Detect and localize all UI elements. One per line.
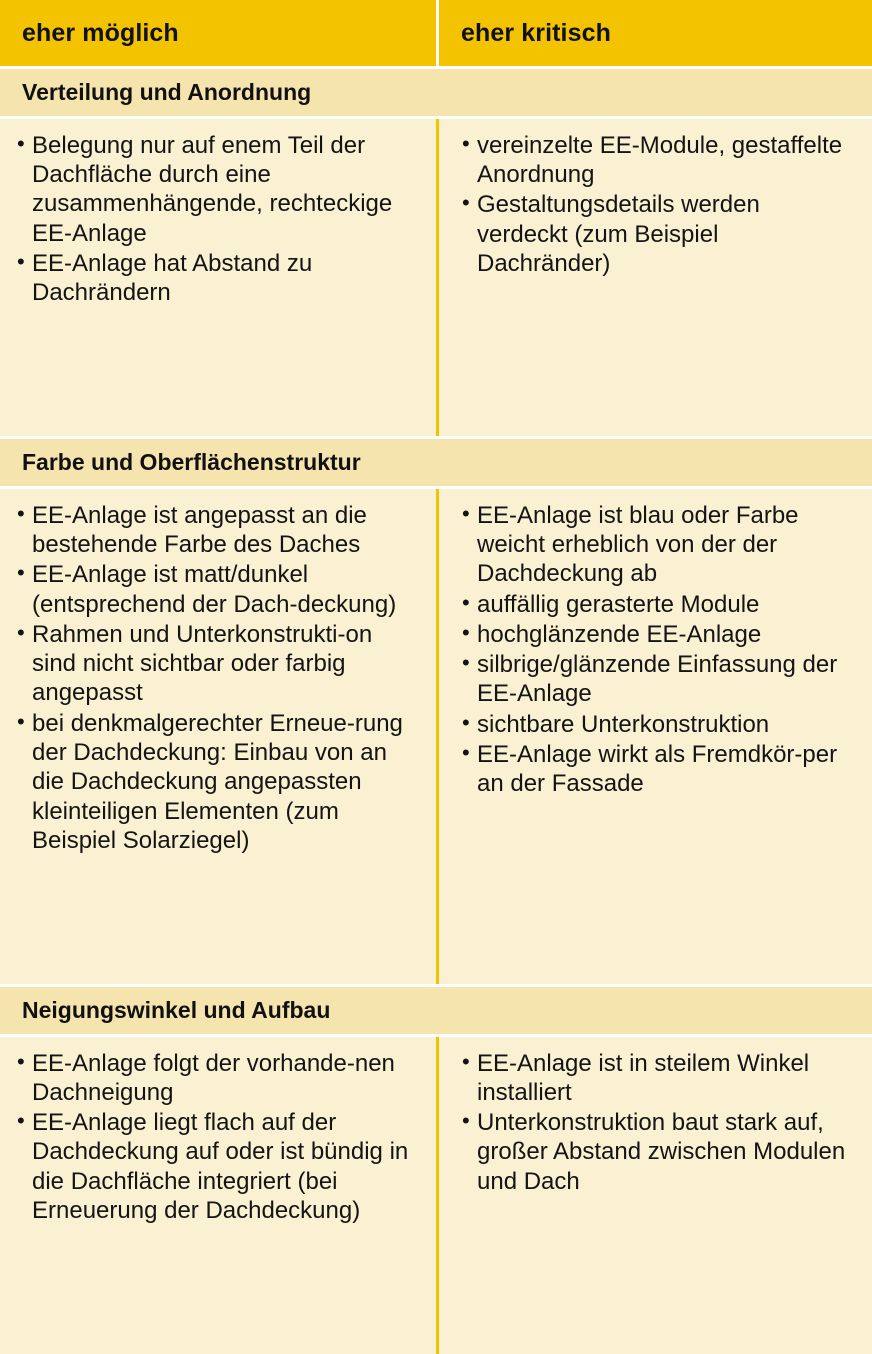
cell-possible-color <box>0 489 436 984</box>
cell-critical-distribution <box>436 119 872 436</box>
bullet-list <box>461 1049 854 1196</box>
bullet-list <box>16 1049 418 1226</box>
column-header-critical: eher kritisch <box>436 0 872 66</box>
section-content-angle <box>0 1037 872 1354</box>
list-item: • EE-Anlage liegt flach auf der Dachdeckung auf oder ist bündig in die Dachfläche integriert (bei Erneuerung der Dachdeckung) <box>16 1108 418 1225</box>
bullet-list <box>461 131 854 278</box>
list-item: • EE-Anlage ist angepasst an die bestehende Farbe des Daches <box>16 501 418 560</box>
section-title-distribution: Verteilung und Anordnung <box>0 66 872 119</box>
section-content-distribution <box>0 119 872 436</box>
bullet-list <box>16 131 418 308</box>
section-content-color <box>0 489 872 984</box>
table-header-row <box>0 0 872 66</box>
section-title-angle: Neigungswinkel und Aufbau <box>0 984 872 1037</box>
bullet-list <box>461 501 854 799</box>
list-item: • EE-Anlage ist matt/dunkel (entsprechend der Dach-deckung) <box>16 560 418 619</box>
list-item: • EE-Anlage wirkt als Fremdkör-per an der Fassade <box>461 740 854 799</box>
list-item: • Belegung nur auf enem Teil der Dachfläche durch eine zusammenhängende, rechteckige EE-Anlage <box>16 131 418 248</box>
list-item: • EE-Anlage folgt der vorhande-nen Dachneigung <box>16 1049 418 1108</box>
list-item: • auffällig gerasterte Module <box>461 590 854 619</box>
bullet-list <box>16 501 418 855</box>
list-item: • Unterkonstruktion baut stark auf, großer Abstand zwischen Modulen und Dach <box>461 1108 854 1196</box>
list-item: • sichtbare Unterkonstruktion <box>461 710 854 739</box>
column-header-possible: eher möglich <box>22 18 179 47</box>
cell-possible-distribution <box>0 119 436 436</box>
list-item: • vereinzelte EE-Module, gestaffelte Anordnung <box>461 131 854 190</box>
list-item: • bei denkmalgerechter Erneue-rung der Dachdeckung: Einbau von an die Dachdeckung angepassten kleinteiligen Elementen (zum Beispiel Solarziegel) <box>16 709 418 855</box>
list-item: • silbrige/glänzende Einfassung der EE-Anlage <box>461 650 854 709</box>
cell-possible-angle <box>0 1037 436 1354</box>
list-item: • EE-Anlage ist in steilem Winkel installiert <box>461 1049 854 1108</box>
list-item: • EE-Anlage hat Abstand zu Dachrändern <box>16 249 418 308</box>
list-item: • Gestaltungsdetails werden verdeckt (zum Beispiel Dachränder) <box>461 190 854 278</box>
list-item: • EE-Anlage ist blau oder Farbe weicht erheblich von der der Dachdeckung ab <box>461 501 854 589</box>
cell-critical-color <box>436 489 872 984</box>
section-title-color: Farbe und Oberflächenstruktur <box>0 436 872 489</box>
cell-critical-angle <box>436 1037 872 1354</box>
list-item: • hochglänzende EE-Anlage <box>461 620 854 649</box>
list-item: • Rahmen und Unterkonstrukti-on sind nicht sichtbar oder farbig angepasst <box>16 620 418 708</box>
